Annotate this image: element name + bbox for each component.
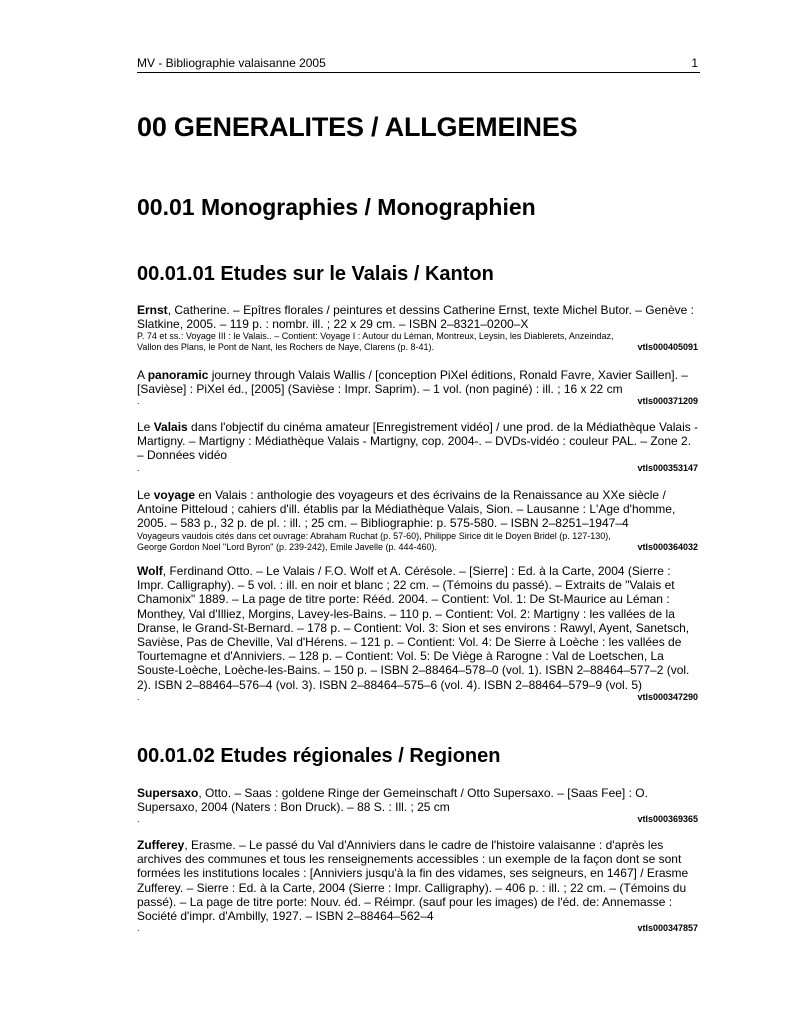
entry-note: P. 74 et ss.: Voyage III : le Valais.. – Contient: Voyage I : Autour du Léman, Montreux, Leysin, les Diablerets, Anzeindaz, Vallon des Plans, le Pont de Nant, les Rochers de Naye, Clarens (p. 8-41). vtls000405091 <box>137 331 698 353</box>
entry-main-heading: Wolf <box>137 564 163 578</box>
section-heading-level1: 00 GENERALITES / ALLGEMEINES <box>137 112 578 142</box>
entry-footer: . vtls000347857 <box>137 923 698 934</box>
record-id: vtls000347290 <box>637 691 698 702</box>
record-id: vtls000353147 <box>637 462 698 473</box>
running-header-title: MV - Bibliographie valaisanne 2005 <box>137 56 326 70</box>
entry-main-heading: Zufferey <box>137 838 185 852</box>
record-id: vtls000405091 <box>637 342 698 353</box>
entry-note: Voyageurs vaudois cités dans cet ouvrage: Abraham Ruchat (p. 57-60), Philippe Sirice dit le Doyen Bridel (p. 127-130), George Gordon Noel "Lord Byron" (p. 239-242), Emile Javelle (p. 444-460). vtls000364032 <box>137 530 698 552</box>
entry-citation: Zufferey, Erasme. – Le passé du Val d'Anniviers dans le cadre de l'histoire valaisanne : d'après les archives des communes et tous les renseignements accessibles : un exemple de la façon dont se sont formées les institutions locales : [Anniviers jusqu'à la fin des vidames, ses seigneurs, en 1467] / Erasme Zufferey. – Sierre : Ed. à la Carte, 2004 (Sierre : Impr. Calligraphy). – 406 p. : ill. ; 22 cm. – (Témoins du passé). – La page de titre porte: Nouv. éd. – Réimpr. (sauf pour les images) de l'éd. de: Annemasse : Société d'impr. d'Ambilly, 1927. – ISBN 2–88464–562–4 <box>137 838 689 924</box>
record-id: vtls000364032 <box>637 541 698 552</box>
section-heading-level2: 00.01 Monographies / Monographien <box>137 194 536 220</box>
record-id: vtls000369365 <box>637 814 698 825</box>
entry-citation: Wolf, Ferdinand Otto. – Le Valais / F.O. Wolf et A. Cérésole. – [Sierre] : Ed. à la Carte, 2004 (Sierre : Impr. Calligraphy). – 5 vol. : ill. en noir et blanc ; 22 cm. – (Témoins du passé). – Extraits de "Valais et Chamonix" 1889. – La page de titre porte: Rééd. 2004. – Contient: Vol. 1: De St-Maurice au Léman : Monthey, Val d'Illiez, Morgins, Lavey-les-Bains. – 110 p. – Contient: Vol. 2: Martigny : les vallées de la Dranse, le Grand-St-Bernard. – 178 p. – Contient: Vol. 3: Sion et ses environs : Rawyl, Ayent, Sanetsch, Savièse, Pas de Cheville, Val d'Hérens. – 121 p. – Contient: Vol. 4: De Sierre à Loèche : les vallées de Tourtemagne et d'Anniviers. – 128 p. – Contient: Vol. 5: De Viège à Rarogne : Val de Loetschen, La Souste-Loèche, Loèche-les-Bains. – 150 p. – ISBN 2–88464–578–0 (vol. 1). ISBN 2–88464–577–2 (vol. 2). ISBN 2–88464–576–4 (vol. 3). ISBN 2–88464–575–6 (vol. 4). ISBN 2–88464–579–9 (vol. 5) <box>137 564 690 692</box>
bibliography-entry <box>137 838 700 934</box>
record-id: vtls000347857 <box>637 923 698 934</box>
bibliography-entry <box>137 786 700 825</box>
bibliography-entry <box>137 303 700 353</box>
record-id: vtls000371209 <box>637 396 698 407</box>
entry-footer: . vtls000371209 <box>137 396 698 407</box>
bibliography-entry <box>137 420 700 474</box>
entry-footer: . vtls000347290 <box>137 691 698 702</box>
section-heading-etudes-valais: 00.01.01 Etudes sur le Valais / Kanton <box>137 263 494 285</box>
entry-main-heading: Valais <box>153 420 188 434</box>
entry-main-heading: Ernst <box>137 303 168 317</box>
bibliography-entry <box>137 488 700 553</box>
entry-citation: Ernst, Catherine. – Epîtres florales / peintures et dessins Catherine Ernst, texte Michel Butor. – Genève : Slatkine, 2005. – 119 p. : nombr. ill. ; 22 x 29 cm. – ISBN 2–8321–0200–X <box>137 303 694 332</box>
entry-main-heading: panoramic <box>147 368 209 382</box>
entry-citation: Le Valais dans l'objectif du cinéma amateur [Enregistrement vidéo] / une prod. de la Médiathèque Valais - Martigny. – Martigny : Médiathèque Valais - Martigny, cop. 2004-. – DVDs-vidéo : couleur PAL. – Zone 2. – Données vidéo <box>137 420 699 463</box>
entry-citation: Supersaxo, Otto. – Saas : goldene Ringe der Gemeinschaft / Otto Supersaxo. – [Saas Fee] : O. Supersaxo, 2004 (Naters : Bon Druck). – 88 S. : Ill. ; 25 cm <box>137 786 648 815</box>
entry-main-heading: Supersaxo <box>137 786 199 800</box>
entry-footer: . vtls000369365 <box>137 814 698 825</box>
section-heading-etudes-regionales: 00.01.02 Etudes régionales / Regionen <box>137 745 501 767</box>
entry-footer: . vtls000353147 <box>137 462 698 473</box>
running-header <box>137 56 700 73</box>
entry-citation: Le voyage en Valais : anthologie des voyageurs et des écrivains de la Renaissance au XXe siècle / Antoine Pitteloud ; cahiers d'ill. établis par la Médiathèque Valais, Sion. – Lausanne : L'Age d'homme, 2005. – 583 p., 32 p. de pl. : ill. ; 25 cm. – Bibliographie: p. 575-580. – ISBN 2–8251–1947–4 <box>137 488 676 531</box>
bibliography-entry <box>137 368 700 407</box>
entry-citation: A panoramic journey through Valais Wallis / [conception PiXel éditions, Ronald Favre, Xavier Saillen]. – [Savièse] : PiXel éd., [2005] (Savièse : Impr. Saprim). – 1 vol. (non paginé) : ill. ; 16 x 22 cm <box>137 368 688 397</box>
page-number: 1 <box>691 56 698 70</box>
entry-main-heading: voyage <box>153 488 196 502</box>
bibliography-entry <box>137 564 700 703</box>
